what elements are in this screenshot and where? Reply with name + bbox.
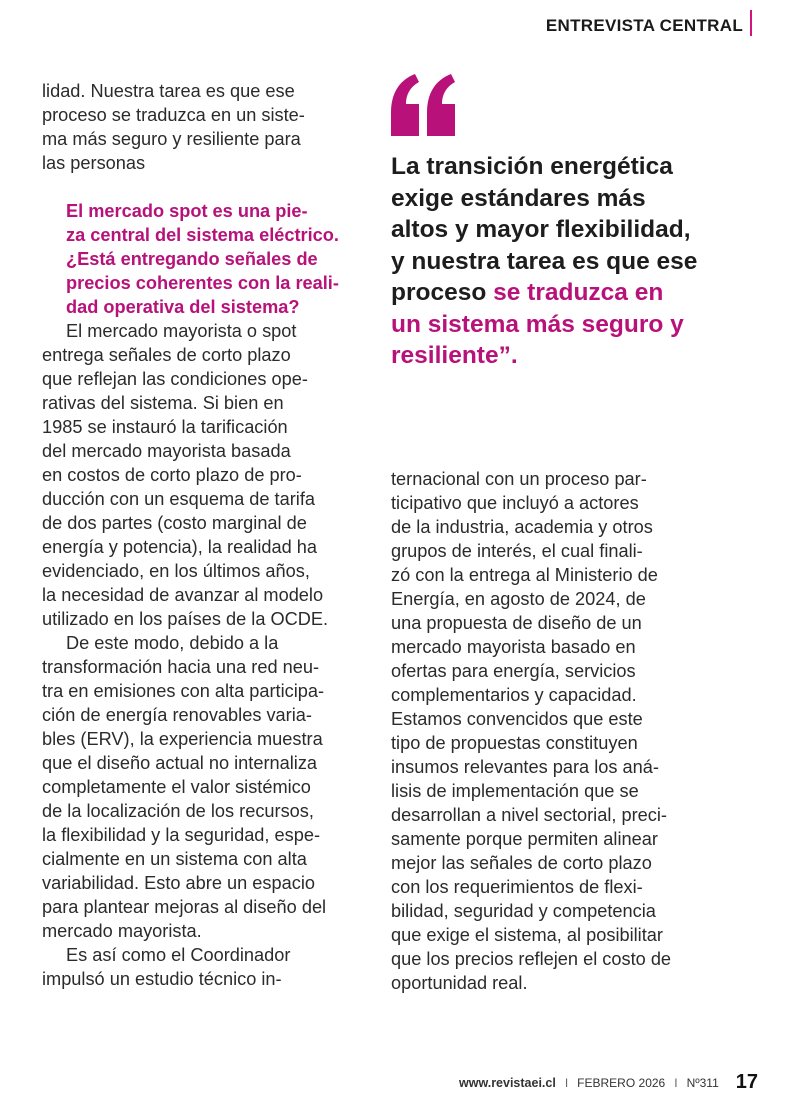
- pull-quote: [391, 151, 731, 372]
- paragraph-1: El mercado mayorista o spot entrega señales de corto plazo que reflejan las condiciones ope- rativas del sistema. Si bien en 1985 se instauró la tarificación del mercado mayorista basada en costos de corto plazo de pro- ducción con un esquema de tarifa de dos partes (costo marginal de energía y potencia), la realidad ha evidenciado, en los últimos años, la necesidad de avanzar al modelo utilizado en los países de la OCDE.: [42, 321, 329, 629]
- left-column: [42, 79, 362, 991]
- pull-quote-highlight: se traduzca en un sistema más seguro y resiliente”.: [391, 279, 684, 369]
- footer-separator: I: [564, 1075, 569, 1090]
- footer-issue: Nº311: [686, 1075, 719, 1090]
- section-divider: [750, 10, 752, 36]
- paragraph-continued: ternacional con un proceso par- ticipativo que incluyó a actores de la industria, academia y otros grupos de interés, el cual finali- zó con la entrega al Ministerio de Energía, en agosto de 2024, de una propuesta de diseño de un mercado mayorista basado en ofertas para energía, servicios complementarios y capacidad. Estamos convencidos que este tipo de propuestas constituyen insumos relevantes para los aná- lisis de implementación que se desarrollan a nivel sectorial, preci- samente porque permiten alinear mejor las señales de corto plazo con los requerimientos de flexi- bilidad, seguridad y competencia que exige el sistema, al posibilitar que los precios reflejen el costo de oportunidad real.: [391, 469, 672, 993]
- pull-quote-text: La transición energética exige estándares más altos y mayor flexibilidad, y nuestra tarea es que ese proceso: [391, 153, 698, 306]
- open-quote-icon: [389, 72, 459, 138]
- paragraph-3: Es así como el Coordinador impulsó un estudio técnico in-: [42, 945, 291, 989]
- paragraph-2: De este modo, debido a la transformación hacia una red neu- tra en emisiones con alta participa- ción de energía renovables varia- bles (ERV), la experiencia muestra que el diseño actual no internaliza completamente el valor sistémico de la localización de los recursos, la flexibilidad y la seguridad, espe- cialmente en un sistema con alta variabilidad. Esto abre un espacio para plantear mejoras al diseño del mercado mayorista.: [42, 633, 327, 941]
- interview-question: El mercado spot es una pie- za central del sistema eléctrico. ¿Está entregando señales de precios coherentes con la reali- dad operativa del sistema?: [66, 201, 339, 317]
- paragraph-intro: lidad. Nuestra tarea es que ese proceso se traduzca en un siste- ma más seguro y resiliente para las personas: [42, 81, 305, 173]
- section-title: ENTREVISTA CENTRAL: [545, 16, 743, 35]
- page-footer: [459, 1071, 758, 1094]
- footer-url: www.revistaei.cl: [459, 1075, 556, 1090]
- right-column: [391, 467, 721, 995]
- page-number: 17: [735, 1071, 758, 1093]
- footer-separator: I: [674, 1075, 678, 1090]
- footer-date: FEBRERO 2026: [577, 1075, 666, 1090]
